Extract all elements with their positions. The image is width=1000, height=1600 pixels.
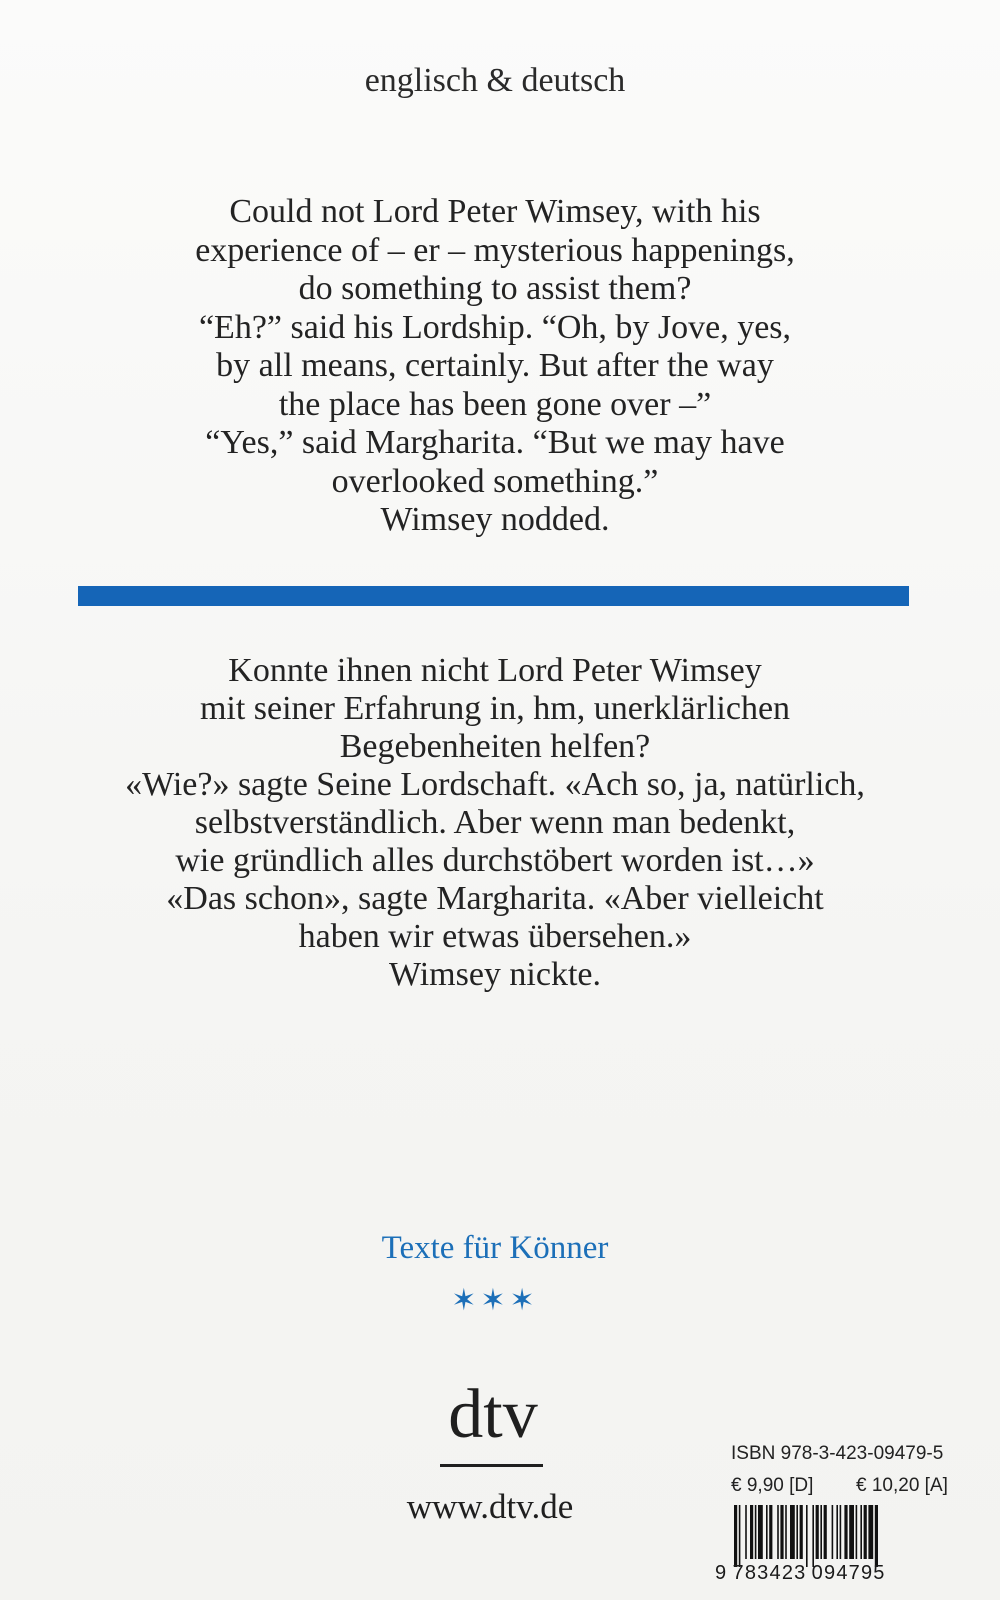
barcode-stripe bbox=[785, 1505, 787, 1559]
barcode-stripe bbox=[806, 1505, 808, 1567]
passage-line: «Wie?» sagte Seine Lordschaft. «Ach so, ja, natürlich, bbox=[125, 766, 865, 803]
publisher-logo: dtv bbox=[448, 1376, 538, 1453]
passage-line: Wimsey nodded. bbox=[380, 501, 610, 538]
barcode-stripe bbox=[780, 1505, 783, 1559]
barcode-stripe bbox=[745, 1505, 747, 1559]
series-title: Texte für Könner bbox=[381, 1230, 609, 1266]
passage-line: the place has been gone over –” bbox=[278, 385, 712, 423]
passage-line: mit seiner Erfahrung in, hm, unerklärlichen bbox=[199, 690, 791, 727]
barcode-stripe bbox=[755, 1505, 757, 1559]
barcode-stripe bbox=[769, 1505, 772, 1559]
barcode-stripe bbox=[766, 1505, 768, 1559]
passage-line: experience of – er – mysterious happenings, bbox=[195, 231, 795, 269]
barcode-stripe bbox=[868, 1505, 873, 1559]
barcode-stripe bbox=[849, 1505, 854, 1559]
barcode-stripe bbox=[840, 1505, 842, 1559]
passage-line: wie gründlich alles durchstöbert worden ist…» bbox=[175, 842, 815, 879]
passage-line: by all means, certainly. But after the way bbox=[216, 347, 774, 384]
passage-line: “Eh?” said his Lordship. “Oh, by Jove, yes, bbox=[198, 308, 792, 346]
languages-label: englisch & deutsch bbox=[364, 62, 626, 99]
barcode-stripe bbox=[758, 1505, 763, 1559]
passage-line: Wimsey nickte. bbox=[388, 956, 602, 993]
barcode-stripe bbox=[790, 1505, 795, 1559]
passage-line: “Yes,” said Margharita. “But we may have bbox=[205, 424, 785, 461]
passage-line: selbstverständlich. Aber wenn man bedenkt, bbox=[194, 804, 796, 841]
barcode-stripe bbox=[864, 1505, 867, 1559]
barcode-stripe bbox=[750, 1505, 753, 1559]
barcode-stripe bbox=[860, 1505, 862, 1559]
passage-line: do something to assist them? bbox=[298, 270, 692, 307]
passage-line: overlooked something.” bbox=[331, 462, 659, 500]
barcode-stripe bbox=[734, 1505, 737, 1567]
barcode-stripe bbox=[796, 1505, 798, 1559]
passage-line: Begebenheiten helfen? bbox=[339, 728, 651, 765]
barcode-stripe bbox=[812, 1505, 814, 1567]
english-passage bbox=[0, 193, 990, 540]
passage-line: haben wir etwas übersehen.» bbox=[298, 918, 692, 955]
isbn-label: ISBN 978-3-423-09479-5 bbox=[731, 1443, 944, 1464]
barcode-stripe bbox=[832, 1505, 834, 1559]
barcode-stripe bbox=[820, 1505, 822, 1559]
passage-line: Konnte ihnen nicht Lord Peter Wimsey bbox=[228, 652, 762, 689]
barcode-stripe bbox=[739, 1505, 741, 1567]
barcode-stripe bbox=[777, 1505, 779, 1559]
barcode-stripe bbox=[816, 1505, 819, 1559]
barcode-stripe bbox=[856, 1505, 858, 1559]
publisher-url: www.dtv.de bbox=[406, 1487, 574, 1526]
price-austria: € 10,20 [A] bbox=[856, 1475, 948, 1496]
barcode-stripe bbox=[844, 1505, 847, 1559]
barcode-digits: 9 783423 094795 bbox=[715, 1562, 886, 1584]
price-germany: € 9,90 [D] bbox=[731, 1475, 814, 1496]
barcode-stripe bbox=[824, 1505, 827, 1559]
passage-line: «Das schon», sagte Margharita. «Aber vielleicht bbox=[166, 880, 824, 917]
barcode-stripe bbox=[875, 1505, 878, 1567]
blue-divider-bar bbox=[78, 586, 909, 606]
passage-line: Could not Lord Peter Wimsey, with his bbox=[229, 193, 761, 230]
barcode-stripe bbox=[800, 1505, 803, 1559]
difficulty-stars-icon: ✶✶✶ bbox=[451, 1283, 539, 1318]
german-passage bbox=[0, 652, 990, 994]
barcode-stripe bbox=[836, 1505, 838, 1559]
barcode-icon bbox=[734, 1505, 942, 1567]
logo-underline bbox=[440, 1464, 543, 1467]
